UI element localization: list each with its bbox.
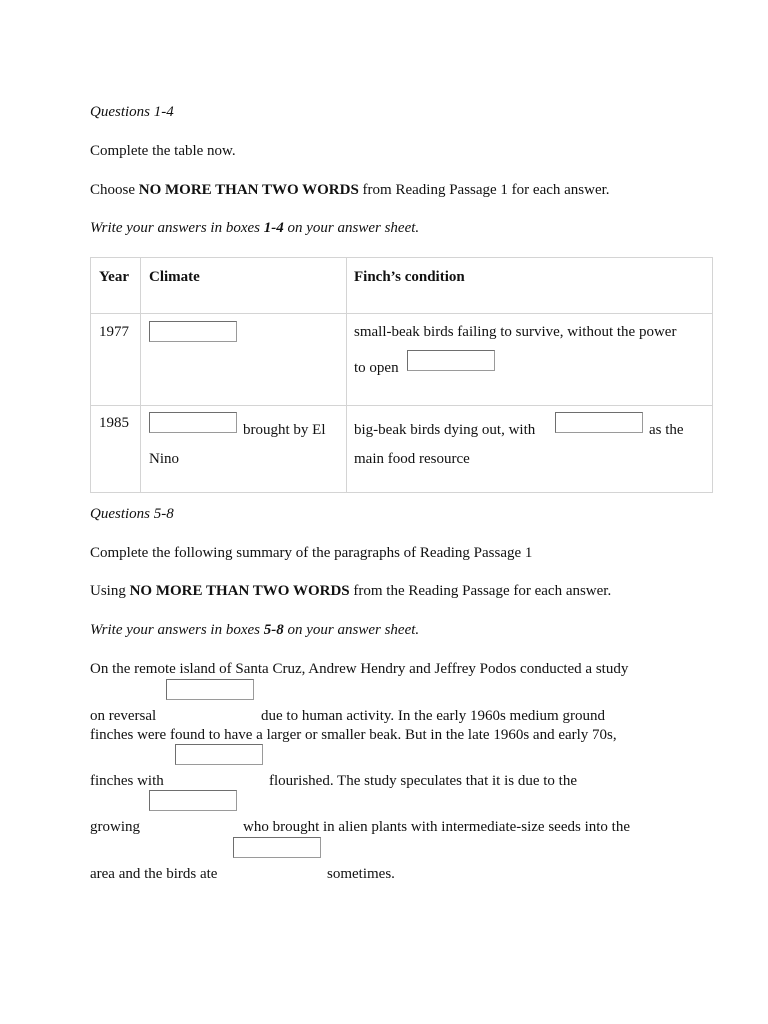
condition-1985-line1-end: as the bbox=[649, 422, 684, 438]
header-finch-condition: Finch’s condition bbox=[354, 269, 465, 285]
summary-line-1: On the remote island of Santa Cruz, Andrew Hendry and Jeffrey Podos conducted a study bbox=[90, 661, 629, 677]
questions-5-8-heading: Questions 5-8 bbox=[90, 506, 174, 522]
answer-box-1[interactable] bbox=[149, 321, 237, 342]
answer-box-2[interactable] bbox=[407, 350, 495, 371]
header-year: Year bbox=[99, 269, 129, 285]
answer-box-7[interactable] bbox=[149, 790, 237, 811]
summary-line-5-end: who brought in alien plants with intermediate-size seeds into the bbox=[243, 819, 630, 835]
answer-box-4[interactable] bbox=[555, 412, 643, 433]
condition-1977-line2: to open bbox=[354, 360, 399, 376]
climate-1985-line2: Nino bbox=[149, 451, 179, 467]
condition-1977-line1: small-beak birds failing to survive, without the power bbox=[354, 324, 677, 340]
year-1985: 1985 bbox=[99, 415, 129, 431]
climate-1985-line1: brought by El bbox=[243, 422, 326, 438]
header-climate: Climate bbox=[149, 269, 200, 285]
summary-line-5-start: growing bbox=[90, 819, 140, 835]
answer-box-3[interactable] bbox=[149, 412, 237, 433]
condition-1985-line2: main food resource bbox=[354, 451, 470, 467]
answer-box-5[interactable] bbox=[166, 679, 254, 700]
summary-line-3: finches were found to have a larger or smaller beak. But in the late 1960s and early 70s, bbox=[90, 727, 617, 743]
word-limit-emphasis: NO MORE THAN TWO WORDS bbox=[138, 182, 359, 198]
answer-box-8[interactable] bbox=[233, 837, 321, 858]
year-1977: 1977 bbox=[99, 324, 129, 340]
questions-1-4-heading: Questions 1-4 bbox=[90, 104, 174, 120]
summary-instruction: Complete the following summary of the paragraphs of Reading Passage 1 bbox=[90, 545, 533, 561]
condition-1985-line1: big-beak birds dying out, with bbox=[354, 422, 536, 438]
answer-box-6[interactable] bbox=[175, 744, 263, 765]
word-limit-emphasis-2: NO MORE THAN TWO WORDS bbox=[129, 583, 350, 599]
summary-line-4-start: finches with bbox=[90, 773, 164, 789]
table-instruction: Complete the table now. bbox=[90, 143, 236, 159]
answer-sheet-instruction-2: Write your answers in boxes 5-8 on your answer sheet. bbox=[90, 622, 420, 638]
box-range-emphasis-2: 5-8 bbox=[263, 622, 284, 638]
finch-table bbox=[90, 257, 713, 493]
summary-line-6-end: sometimes. bbox=[327, 866, 395, 882]
summary-line-4-end: flourished. The study speculates that it is due to the bbox=[269, 773, 577, 789]
word-limit-instruction-2: Using NO MORE THAN TWO WORDS from the Reading Passage for each answer. bbox=[90, 583, 612, 599]
answer-sheet-instruction: Write your answers in boxes 1-4 on your answer sheet. bbox=[90, 220, 420, 236]
summary-line-6-start: area and the birds ate bbox=[90, 866, 218, 882]
summary-line-2-start: on reversal bbox=[90, 708, 157, 724]
word-limit-instruction: Choose NO MORE THAN TWO WORDS from Reading Passage 1 for each answer. bbox=[90, 182, 610, 198]
summary-line-2-end: due to human activity. In the early 1960s medium ground bbox=[261, 708, 605, 724]
box-range-emphasis: 1-4 bbox=[263, 220, 284, 236]
